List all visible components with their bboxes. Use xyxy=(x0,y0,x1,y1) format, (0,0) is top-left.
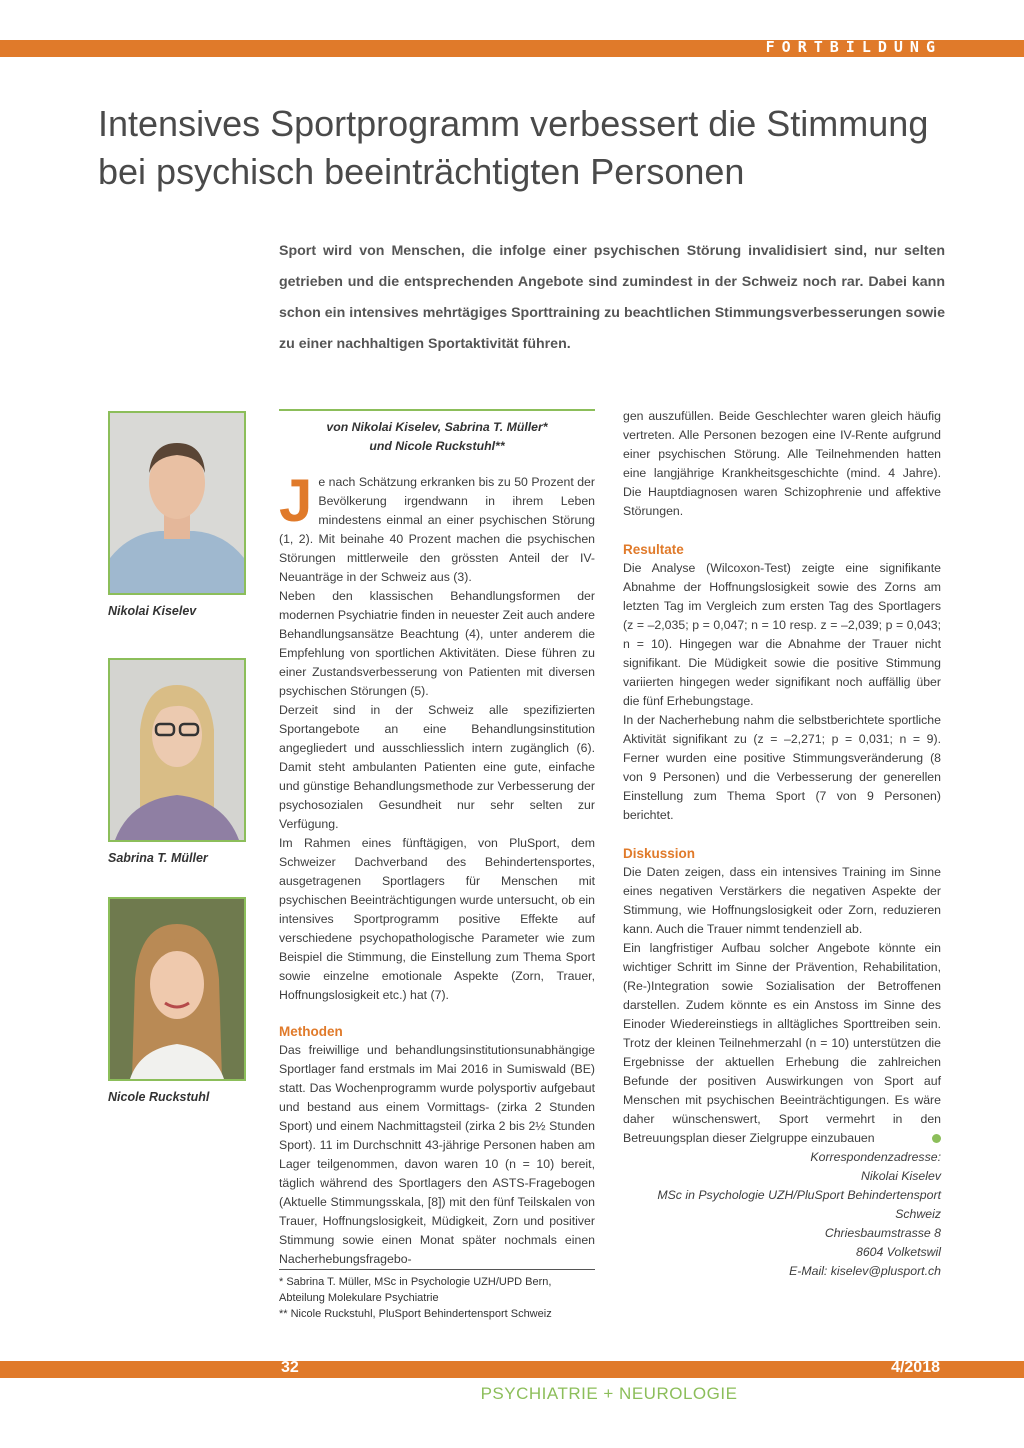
lead-paragraph: Sport wird von Menschen, die infolge einer psychischen Störung invalidisiert sind, nur selten getrieben und die entsprechenden Angebote sind zumindest in der Schweiz noch rar. Dabei kann schon ein intensives mehrtägiges Sporttraining zu beachtlichen Stimmungsverbesserungen sowie zu einer nachhaltigen Sportaktivität führen. xyxy=(279,243,945,352)
journal-name: PSYCHIATRIE + NEUROLOGIE xyxy=(480,1384,738,1403)
paragraph-discussion-1: Die Daten zeigen, dass ein intensives Training im Sinne eines negativen Verstärkers die negativen Aspekte der Stimmung, wie Hoffnungslosigkeit oder Zorn, reduzieren kann. Auch die Trauer nimmt tendenziell ab. xyxy=(623,865,941,936)
authors-line-1: von Nikolai Kiselev, Sabrina T. Müller* xyxy=(326,420,548,434)
heading-results: Resultate xyxy=(623,542,684,557)
paragraph-4: Im Rahmen eines fünftägigen, von PluSport, dem Schweizer Dachverband des Behindertensportes, ausgetragenen Sportlagers für Menschen mit psychischen Beeinträchtigungen wurde untersucht, ob ein intensives Sportprogramm positive Effekte auf verschiedene psychopathologische Parameter wie zum Beispiel die Stimmung, die Einstellung zum Thema Sport sowie einzelne emotionale Aspekte (Zorn, Trauer, Hoffnungslosigkeit etc.) hat (7). xyxy=(279,836,595,1002)
address-label: Korrespondenzadresse: xyxy=(810,1150,941,1164)
paragraph-results-2: In der Nacherhebung nahm die selbstberichtete sportliche Aktivität signifikant zu (z = –2,271; p = 0,031; n = 9). Ferner wurden eine positive Stimmungsveränderung (8 von 9 Personen) und die Verbesserung der generellen Einstellung zum Thema Sport (7 von 9 Personen) berichtet. xyxy=(623,713,941,822)
discussion-text: Ein langfristiger Aufbau solcher Angebote könnte ein wichtiger Schritt im Sinne der Prävention, Rehabilitation, (Re-)Integration sowie Sozialisation der Betroffenen darstellen. Zudem könnte es ein Anstoss im Sinne des Einoder Wiedereinstiegs in alltägliches Sporttreiben sein. Trotz der kleinen Teilnehmerzahl (n = 10) unterstützen die Ergebnisse der aktuellen Erhebung die zahlreichen Befunde der positiven Auswirkungen von Sport auf Menschen mit psychischen Beeinträchtigungen. Es wäre daher wünschenswert, Sport vermehrt in den Betreuungsplan dieser Zielgruppe einzubauen xyxy=(623,941,941,1145)
title-line-1: Intensives Sportprogramm verbessert die Stimmung xyxy=(98,103,929,144)
intro-text: e nach Schätzung erkranken bis zu 50 Prozent der Bevölkerung irgendwann in ihrem Leben mindestens einmal an einer psychischen Störung (1, 2). Mit beinahe 40 Prozent machen die psychischen Störungen mittlerweile den grössten Anteil der IV-Neuanträge in der Schweiz aus (3). xyxy=(279,475,595,584)
heading-discussion: Diskussion xyxy=(623,846,696,861)
caption-mueller: Sabrina T. Müller xyxy=(108,851,208,865)
footer-bar xyxy=(0,1361,1024,1378)
heading-methods: Methoden xyxy=(279,1024,343,1039)
portrait-photo-ruckstuhl xyxy=(108,897,246,1081)
paragraph-3: Derzeit sind in der Schweiz alle spezifizierten Sportangebote an eine Behandlungsinstitution angegliedert und ausschliesslich intern zugänglich (6). Damit steht ambulanten Patienten eine gute, einfache und günstige Behandlungsmethode zur Verbesserung der psychosozialen Gesundheit nur sehr selten zur Verfügung. xyxy=(279,703,595,831)
footnote-2: ** Nicole Ruckstuhl, PluSport Behindertensport Schweiz xyxy=(279,1308,552,1320)
paragraph-intro xyxy=(279,467,595,587)
address-city: 8604 Volketswil xyxy=(856,1245,941,1259)
footnote-1: * Sabrina T. Müller, MSc in Psychologie UZH/UPD Bern, Abteilung Molekulare Psychiatrie xyxy=(279,1276,552,1304)
issue-number: 4/2018 xyxy=(891,1359,940,1376)
paragraph-continuation: gen auszufüllen. Beide Geschlechter waren gleich häufig vertreten. Alle Personen bezogen eine IV-Rente aufgrund einer psychischen Störung. Alle Teilnehmenden hatten eine langjährige Krankheitsgeschichte (mind. 4 Jahre). Die Hauptdiagnosen waren Schizophrenie und affektive Störungen. xyxy=(623,409,941,518)
header-bar xyxy=(0,40,1024,57)
section-label: FORTBILDUNG xyxy=(765,38,942,56)
address-street: Chriesbaumstrasse 8 xyxy=(824,1226,941,1240)
paragraph-methods: Das freiwillige und behandlungsinstitutionsunabhängige Sportlager fand erstmals im Mai 2016 in Sumiswald (BE) statt. Das Wochenprogramm wurde polysportiv aufgebaut und bestand aus einem Vormittags- (zirka 2 Stunden Sport) und einem Nachmittagsteil (zirka 2 bis 2½ Stunden Sport). 11 im Durchschnitt 43-jährige Personen haben am Lager teilgenommen, davon waren 10 (n = 10) bereit, täglich während des Sportlagers den ASTS-Fragebogen (Aktuelle Stimmungsskala, [8]) mit den fünf Teilskalen von Trauer, Hoffnungslosigkeit, Müdigkeit, Zorn und positiver Stimmung sowie einen Monat später nochmals einen Nacherhebungsfragebo- xyxy=(279,1043,595,1266)
author-line xyxy=(279,409,595,456)
address-email: E-Mail: kiselev@plusport.ch xyxy=(789,1264,941,1278)
portrait-photo-mueller xyxy=(108,658,246,842)
article-column-2 xyxy=(623,407,941,1281)
portrait-photo-kiselev xyxy=(108,411,246,595)
end-mark-icon xyxy=(932,1134,941,1143)
paragraph-discussion-2 xyxy=(623,939,941,1148)
correspondence-address xyxy=(623,1148,941,1281)
authors-line-2: und Nicole Ruckstuhl** xyxy=(369,439,505,453)
article-column-1 xyxy=(279,409,595,1269)
title-line-2: bei psychisch beeinträchtigten Personen xyxy=(98,151,745,192)
article-title xyxy=(98,100,958,196)
paragraph-results-1: Die Analyse (Wilcoxon-Test) zeigte eine signifikante Abnahme der Hoffnungslosigkeit sowie des Zorns am letzten Tag im Vergleich zum ersten Tag des Sportlagers (z = –2,035; p = 0,047; n = 10 resp. z = –2,039; p = 0,043; n = 10). Hingegen war die Abnahme der Trauer nicht signifikant. Die Müdigkeit sowie die positive Stimmung variierten hingegen weder signifikant noch auffällig über die fünf Erhebungstage. xyxy=(623,561,941,708)
address-name: Nikolai Kiselev xyxy=(861,1169,941,1183)
paragraph-2: Neben den klassischen Behandlungsformen der modernen Psychiatrie finden in neuester Zeit auch andere Behandlungsansätze Beachtung (4), unter anderem die Empfehlung von sportlichen Aktivitäten. Diese führen zu einer Zustandsverbesserung von Patienten mit diversen psychischen Störungen (5). xyxy=(279,589,595,698)
dropcap-letter: J xyxy=(279,467,313,534)
caption-kiselev: Nikolai Kiselev xyxy=(108,604,197,618)
page-number: 32 xyxy=(281,1359,299,1376)
address-affiliation: MSc in Psychologie UZH/PluSport Behindertensport Schweiz xyxy=(657,1188,941,1221)
footnotes xyxy=(279,1269,595,1322)
caption-ruckstuhl: Nicole Ruckstuhl xyxy=(108,1090,210,1104)
